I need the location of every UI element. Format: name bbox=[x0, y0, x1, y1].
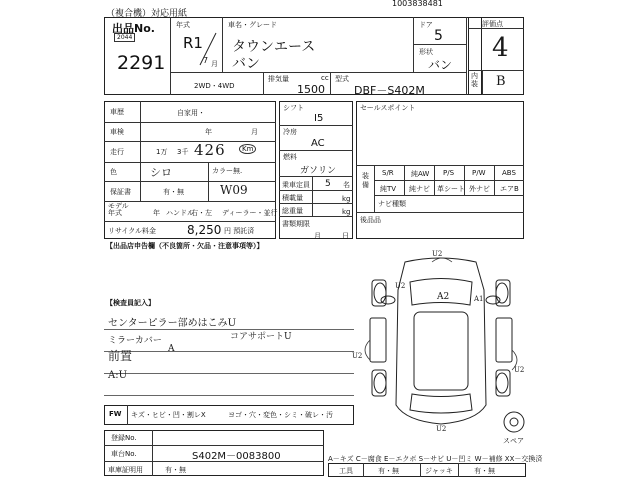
model-code-value: DBF－S402M bbox=[354, 84, 425, 97]
equip-pw: P/W bbox=[472, 169, 486, 177]
model-year-unit: 年 bbox=[153, 209, 160, 217]
load-unit: kg bbox=[342, 195, 351, 203]
mark-front-left: U2 bbox=[395, 282, 406, 290]
interior-value: B bbox=[496, 74, 506, 89]
warranty-label: 保証書 bbox=[110, 188, 131, 196]
mark-top: U2 bbox=[432, 250, 443, 258]
spare-label: スペア bbox=[503, 437, 524, 445]
model-year-label: モデル年式 bbox=[108, 202, 129, 217]
jack-label: ジャッキ bbox=[425, 467, 453, 475]
capacity-unit: 名 bbox=[343, 181, 350, 189]
inspection-month: 月 bbox=[251, 128, 258, 136]
history-options: 自家用・ bbox=[177, 109, 205, 117]
ticket-label: 出品No. bbox=[112, 22, 155, 35]
exhibitor-note: 【出品店申告欄（不良箇所・欠品・注意事項等）】 bbox=[106, 242, 264, 250]
ac-label: 冷房 bbox=[283, 128, 297, 136]
note-line-4: A:U bbox=[108, 370, 128, 381]
fw-items: キズ・ヒビ・凹・割レX bbox=[131, 411, 206, 419]
mileage-man: 1万 bbox=[156, 148, 168, 156]
equip-airbag: エアB bbox=[500, 185, 519, 193]
equip-sr: S/R bbox=[382, 169, 394, 177]
jack-options: 有・無 bbox=[474, 467, 495, 475]
note-side-a: A bbox=[168, 344, 175, 354]
note-line-2: ミラーカバー bbox=[108, 336, 162, 346]
equip-extnavi: 外ナビ bbox=[469, 185, 490, 193]
handle-label: ハンドル bbox=[166, 209, 194, 217]
drive-label: 2WD・4WD bbox=[194, 82, 235, 90]
note-line-3: 前置 bbox=[108, 349, 133, 363]
chassis-label: 車台No. bbox=[111, 450, 137, 458]
displacement-label: 排気量 bbox=[268, 75, 289, 83]
recycle-label: リサイクル料金 bbox=[108, 227, 157, 235]
note-line-1: センターピラー部めはこみU bbox=[108, 318, 237, 329]
equip-ps: P/S bbox=[443, 169, 455, 177]
top-code: 1003838481 bbox=[392, 0, 443, 8]
model-code-label: 型式 bbox=[335, 75, 349, 83]
mark-right: U2 bbox=[514, 366, 525, 374]
equip-純aw: 純AW bbox=[411, 170, 430, 178]
color-label: 色 bbox=[110, 168, 117, 176]
model-label: 車名・グレード bbox=[228, 21, 277, 29]
handle-options: 右・左 bbox=[191, 209, 212, 217]
mileage-label: 走行 bbox=[110, 148, 124, 156]
year-label: 年式 bbox=[176, 21, 190, 29]
recycle-unit: 円 預託済 bbox=[224, 227, 255, 235]
capacity-value: 5 bbox=[325, 179, 331, 189]
tools-options: 有・無 bbox=[378, 467, 399, 475]
score-value: 4 bbox=[492, 33, 509, 63]
mileage-handwritten: 426 bbox=[194, 141, 226, 159]
shape-value: バン bbox=[428, 58, 453, 72]
weight-unit: kg bbox=[342, 208, 351, 216]
weight-label: 総重量 bbox=[282, 207, 303, 215]
color-value: シロ bbox=[150, 166, 172, 179]
ac-value: AC bbox=[311, 138, 325, 149]
equip-純navi: 純ナビ bbox=[409, 185, 430, 193]
car-type: バン bbox=[232, 56, 260, 72]
reg-cert-label: 車庫証明用 bbox=[108, 466, 143, 474]
reg-cert-options: 有・無 bbox=[165, 466, 186, 474]
warranty-options: 有・無 bbox=[163, 188, 184, 196]
expiry-day: 日 bbox=[342, 232, 349, 240]
displacement-value: 1500 bbox=[297, 83, 325, 96]
score-label: 評価点 bbox=[482, 20, 503, 28]
inspection-title: 【検査員記入】 bbox=[106, 299, 155, 307]
fuel-label: 燃料 bbox=[283, 153, 297, 161]
color-no-label: カラー無. bbox=[212, 167, 243, 175]
expiry-month: 月 bbox=[314, 232, 321, 240]
nav-label: ナビ種類 bbox=[378, 200, 406, 208]
interior-label: 内装 bbox=[471, 72, 478, 88]
equip-abs: ABS bbox=[502, 169, 516, 177]
dealer-label: ディーラー・並行 bbox=[222, 209, 278, 217]
shift-label: シフト bbox=[283, 104, 304, 112]
shift-value: I5 bbox=[314, 113, 324, 124]
reg-label: 登録No. bbox=[111, 434, 137, 442]
door-label: ドア bbox=[419, 21, 433, 29]
history-label: 車歴 bbox=[110, 108, 124, 116]
load-label: 積載量 bbox=[282, 194, 303, 202]
mark-front-right: A1 bbox=[474, 295, 484, 303]
fw-label: FW bbox=[109, 410, 122, 418]
sales-point-label: セールスポイント bbox=[360, 104, 416, 112]
recycle-value: 8,250 bbox=[187, 223, 222, 237]
car-name: タウンエース bbox=[232, 39, 316, 55]
mark-rear: U2 bbox=[436, 425, 447, 433]
mileage-unit: Km bbox=[239, 144, 256, 154]
fw-items-2: ヨゴ・穴・変色・シミ・破レ・汚 bbox=[228, 411, 333, 419]
rear-item-label: 後品品 bbox=[360, 216, 381, 224]
ticket-small-number: 2044 bbox=[114, 33, 135, 42]
tools-label: 工具 bbox=[339, 467, 353, 475]
inspection-label: 車検 bbox=[110, 128, 124, 136]
fuel-value: ガソリン bbox=[300, 166, 337, 176]
expiry-label: 書類期限 bbox=[282, 220, 310, 228]
mark-left: U2 bbox=[352, 352, 363, 360]
mileage-thousand: 3千 bbox=[177, 148, 189, 156]
capacity-label: 乗車定員 bbox=[282, 181, 310, 189]
displacement-unit: cc bbox=[321, 74, 329, 82]
note-side-b: コアサポートU bbox=[230, 332, 292, 342]
chassis-value: S402M－0083800 bbox=[192, 451, 281, 462]
equip-tv: 純TV bbox=[380, 185, 397, 193]
damage-legend: A－キズ C－腐食 E－エクボ S－サビ U－凹ミ W－補修 XX－交換済 bbox=[328, 455, 543, 463]
equip-leather: 革シート bbox=[437, 185, 465, 193]
year-month-unit: 月 bbox=[211, 60, 218, 68]
equip-label: 装備 bbox=[362, 172, 369, 189]
inspection-year: 年 bbox=[205, 128, 212, 136]
mark-hood: A2 bbox=[437, 292, 450, 302]
year-era: R1 bbox=[183, 34, 203, 52]
door-value: 5 bbox=[434, 28, 443, 44]
year-month: 7 bbox=[203, 56, 209, 65]
shape-label: 形状 bbox=[419, 48, 433, 56]
color-code: W09 bbox=[220, 183, 248, 197]
form-title: （複合機）対応用紙 bbox=[106, 9, 188, 19]
ticket-number: 2291 bbox=[117, 52, 166, 74]
